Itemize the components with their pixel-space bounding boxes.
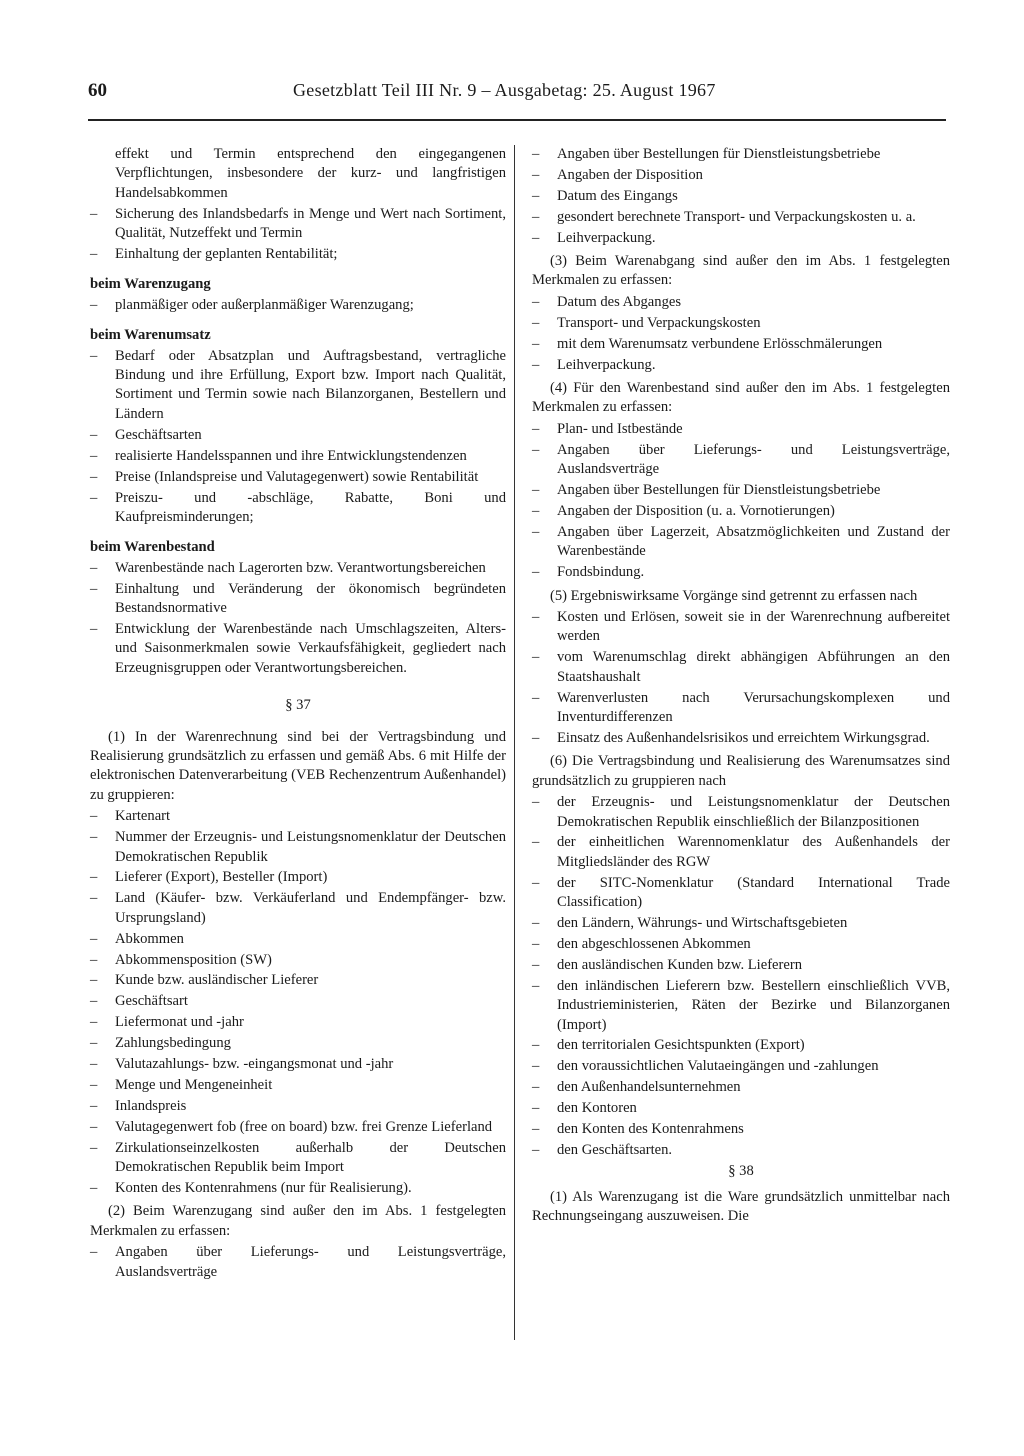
list-37-3 [532, 293, 950, 375]
list-item-text: Einhaltung und Veränderung der ökonomisch begründeten Bestandsnormative [115, 580, 506, 617]
list-item [90, 951, 506, 970]
dash-bullet: – [532, 1121, 540, 1138]
dash-bullet: – [90, 559, 98, 576]
list-item-text: Leihverpackung. [557, 229, 656, 246]
list-item [532, 977, 950, 1035]
list-item [532, 729, 950, 748]
dash-bullet: – [532, 874, 540, 891]
list-item-text: Valutagegenwert fob (free on board) bzw. frei Grenze Lieferland [115, 1118, 493, 1135]
heading-warenzugang: beim Warenzugang [90, 276, 211, 293]
list-item-text: Angaben über Lieferungs- und Leistungsverträge, Auslandsverträge [115, 1244, 506, 1280]
dash-bullet: – [532, 335, 540, 352]
list-item [90, 426, 506, 445]
list-item-text: den Ländern, Währungs- und Wirtschaftsgebieten [557, 915, 848, 932]
dash-bullet: – [532, 523, 540, 540]
list-item-text: realisierte Handelsspannen und ihre Entwicklungstendenzen [115, 447, 467, 464]
list-item-text: Warenverlusten nach Verursachungskomplexen und Inventurdifferenzen [557, 689, 950, 725]
list-37-6 [532, 793, 950, 1160]
dash-bullet: – [532, 794, 540, 811]
list-item [532, 187, 950, 206]
dash-bullet: – [532, 293, 540, 310]
list-item [90, 468, 506, 487]
list-item-text: Angaben der Disposition (u. a. Vornotierungen) [557, 502, 835, 519]
dash-bullet: – [532, 1037, 540, 1054]
list-item [532, 481, 950, 500]
list-item [532, 1057, 950, 1076]
list-item-text: den Geschäftsarten. [557, 1142, 673, 1158]
dash-bullet: – [532, 420, 540, 437]
list-item-text: den voraussichtlichen Valutaeingängen und -zahlungen [557, 1058, 879, 1075]
list-item [90, 620, 506, 678]
list-item-text: mit dem Warenumsatz verbundene Erlösschmälerungen [557, 335, 883, 352]
list-item-text: den Kontoren [557, 1100, 637, 1117]
list-item [90, 1179, 506, 1198]
list-item [90, 992, 506, 1011]
list-item-text: Kosten und Erlösen, soweit sie in der Warenrechnung aufbereitet werden [557, 608, 950, 645]
dash-bullet: – [90, 205, 98, 222]
list-item [90, 347, 506, 425]
list-item-text: Geschäftsarten [115, 426, 202, 443]
dash-bullet: – [532, 502, 540, 519]
list-item [90, 1055, 506, 1074]
list-item-text: Angaben über Lieferungs- und Leistungsverträge, Auslandsverträge [557, 441, 950, 478]
dash-bullet: – [532, 229, 540, 246]
list-item-text: den ausländischen Kunden bzw. Lieferern [557, 956, 803, 973]
list-item-text: den Konten des Kontenrahmens [557, 1121, 744, 1138]
list-item [532, 523, 950, 562]
list-item [532, 229, 950, 248]
paragraph-37-2: (2) Beim Warenzugang sind außer den im Abs. 1 festgelegten Merkmalen zu erfassen: [90, 1203, 506, 1239]
list-item-text: planmäßiger oder außerplanmäßiger Warenzugang; [115, 296, 414, 313]
header-rule [88, 119, 946, 121]
list-item-text: Abkommensposition (SW) [115, 951, 272, 968]
dash-bullet: – [532, 915, 540, 932]
list-item [532, 689, 950, 728]
paragraph-37-4: (4) Für den Warenbestand sind außer den im Abs. 1 festgelegten Merkmalen zu erfassen: [532, 379, 950, 416]
warenzugang-list [90, 296, 506, 315]
list-item-text: der Erzeugnis- und Leistungsnomenklatur der Deutschen Demokratischen Republik einschließlich der Bilanzpositionen [557, 794, 950, 830]
list-item-text: Entwicklung der Warenbestände nach Umschlagszeiten, Alters- und Saisonmerkmalen sowie Verkaufsfähigkeit, gegliedert nach Erzeugnisgruppen oder Verantwortungsbereichen. [115, 620, 506, 676]
dash-bullet: – [532, 1100, 540, 1117]
list-item [532, 502, 950, 521]
dash-bullet: – [532, 441, 540, 458]
list-item [532, 356, 950, 375]
dash-bullet: – [90, 489, 98, 506]
list-item-text: Kartenart [115, 808, 171, 825]
list-item-text: Land (Käufer- bzw. Verkäuferland und Endempfänger- bzw. Ursprungsland) [115, 890, 506, 926]
list-item-text: Preise (Inlandspreise und Valutagegenwert) sowie Rentabilität [115, 468, 479, 485]
list-item [532, 833, 950, 872]
dash-bullet: – [90, 1056, 98, 1073]
dash-bullet: – [90, 890, 98, 907]
dash-bullet: – [532, 935, 540, 952]
dash-bullet: – [532, 314, 540, 331]
dash-bullet: – [90, 993, 98, 1010]
list-item [90, 1097, 506, 1116]
list-item-text: Angaben über Bestellungen für Dienstleistungsbetriebe [557, 482, 881, 498]
list-item-text: Angaben über Bestellungen für Dienstleistungsbetriebe [557, 146, 881, 162]
list-item [532, 874, 950, 913]
list-item [90, 1139, 506, 1178]
dash-bullet: – [532, 1142, 540, 1158]
list-item-text: Zirkulationseinzelkosten außerhalb der Deutschen Demokratischen Republik beim Import [115, 1139, 506, 1176]
dash-bullet: – [90, 426, 98, 443]
list-37-1 [90, 807, 506, 1198]
paragraph-38-1: (1) Als Warenzugang ist die Ware grundsätzlich unmittelbar nach Rechnungseingang auszuweisen. Die [532, 1188, 950, 1225]
list-item [90, 580, 506, 619]
list-37-2 [90, 1243, 506, 1282]
list-item [532, 608, 950, 647]
dash-bullet: – [90, 580, 98, 597]
list-item-text: Datum des Abganges [557, 293, 682, 310]
dash-bullet: – [90, 951, 98, 968]
list-item-text: Leihverpackung. [557, 356, 656, 373]
list-item [90, 868, 506, 887]
list-item-text: Einhaltung der geplanten Rentabilität; [115, 246, 338, 263]
list-item-text: Menge und Mengeneinheit [115, 1076, 273, 1093]
list-item [532, 208, 950, 227]
intro-list [90, 205, 506, 265]
list-item-text: Einsatz des Außenhandelsrisikos und erreichtem Wirkungsgrad. [557, 729, 930, 746]
list-item-text: Angaben der Disposition [557, 166, 703, 183]
list-item-text: Transport- und Verpackungskosten [557, 314, 761, 331]
heading-warenumsatz: beim Warenumsatz [90, 327, 211, 344]
heading-warenbestand: beim Warenbestand [90, 539, 215, 556]
dash-bullet: – [532, 608, 540, 625]
column-divider [514, 145, 515, 1340]
dash-bullet: – [532, 146, 540, 162]
list-item-text: vom Warenumschlag direkt abhängigen Abführungen an den Staatshaushalt [557, 649, 950, 685]
dash-bullet: – [90, 447, 98, 464]
dash-bullet: – [90, 1180, 98, 1196]
dash-bullet: – [90, 1139, 98, 1156]
dash-bullet: – [532, 834, 540, 851]
list-item [90, 559, 506, 578]
list-37-5 [532, 608, 950, 748]
dash-bullet: – [90, 1244, 98, 1261]
list-item-text: den inländischen Lieferern bzw. Bestellern einschließlich VVB, Industrieministerien, Räten der Bezirke und Bilanzorganen (Import) [557, 977, 950, 1033]
dash-bullet: – [90, 869, 98, 886]
list-item-text: Warenbestände nach Lagerorten bzw. Verantwortungsbereichen [115, 559, 486, 576]
list-item-text: Valutazahlungs- bzw. -eingangsmonat und -jahr [115, 1056, 394, 1073]
list-item-text: der SITC-Nomenklatur (Standard International Trade Classification) [557, 874, 950, 911]
list-item [532, 914, 950, 933]
list-item-text: Lieferer (Export), Besteller (Import) [115, 869, 328, 886]
dash-bullet: – [532, 482, 540, 498]
list-item [90, 1243, 506, 1282]
dash-bullet: – [532, 1058, 540, 1075]
dash-bullet: – [532, 956, 540, 973]
list-item [532, 956, 950, 975]
list-item [532, 1120, 950, 1139]
dash-bullet: – [90, 930, 98, 947]
list-item-text: Preiszu- und -abschläge, Rabatte, Boni und Kaufpreisminderungen; [115, 489, 506, 525]
dash-bullet: – [532, 689, 540, 706]
list-item [532, 293, 950, 312]
dash-bullet: – [532, 1079, 540, 1096]
dash-bullet: – [532, 356, 540, 373]
right-column [532, 145, 950, 1229]
gazette-title: Gesetzblatt Teil III Nr. 9 – Ausgabetag: 25. August 1967 [293, 80, 716, 100]
list-item-text: Datum des Eingangs [557, 187, 678, 204]
dash-bullet: – [90, 347, 98, 364]
dash-bullet: – [532, 729, 540, 746]
list-item-text: den abgeschlossenen Abkommen [557, 935, 751, 952]
dash-bullet: – [90, 620, 98, 637]
dash-bullet: – [90, 808, 98, 825]
dash-bullet: – [90, 296, 98, 313]
list-item-text: der einheitlichen Warennomenklatur des Außenhandels der Mitgliedsländer des RGW [557, 834, 950, 870]
list-item [532, 563, 950, 582]
list-item-text: Inlandspreis [115, 1097, 187, 1114]
dash-bullet: – [90, 468, 98, 485]
dash-bullet: – [532, 208, 540, 225]
list-item-text: Bedarf oder Absatzplan und Auftragsbestand, vertragliche Bindung und ihre Erfüllung, Export bzw. Import nach Qualität, Sortiment und Termin sowie nach Bilanzorganen, Bestellern und Ländern [115, 347, 506, 422]
list-item-text: Geschäftsart [115, 993, 188, 1010]
list-item [90, 1118, 506, 1137]
dash-bullet: – [90, 1035, 98, 1052]
list-item-text: den Außenhandelsunternehmen [557, 1079, 741, 1096]
list-item [90, 205, 506, 244]
list-item-text: gesondert berechnete Transport- und Verpackungskosten u. a. [557, 208, 916, 225]
list-item [90, 447, 506, 466]
list-item-text: Liefermonat und -jahr [115, 1014, 244, 1031]
warenbestand-list [90, 559, 506, 678]
list-item [90, 807, 506, 826]
list-item [532, 1078, 950, 1097]
list-item [532, 314, 950, 333]
list-item [532, 648, 950, 687]
continuation-text: effekt und Termin entsprechend den eingegangenen Verpflichtungen, insbesondere der kurz- und langfristigen Handelsabkommen [115, 146, 506, 201]
list-item-text: Angaben über Lagerzeit, Absatzmöglichkeiten und Zustand der Warenbestände [557, 523, 950, 560]
list-item [532, 335, 950, 354]
list-37-4 [532, 420, 950, 583]
paragraph-37-6: (6) Die Vertragsbindung und Realisierung des Warenumsatzes sind grundsätzlich zu gruppieren nach [532, 753, 950, 789]
dash-bullet: – [532, 166, 540, 183]
list-item [532, 441, 950, 480]
list-item-text: Sicherung des Inlandsbedarfs in Menge und Wert nach Sortiment, Qualität, Nutzeffekt und Termin [115, 205, 506, 242]
list-item [90, 296, 506, 315]
list-item [90, 245, 506, 264]
list-item [532, 166, 950, 185]
warenumsatz-list [90, 347, 506, 528]
list-item [532, 1141, 950, 1160]
dash-bullet: – [90, 246, 98, 263]
list-item-text: den territorialen Gesichtspunkten (Export) [557, 1037, 805, 1054]
list-item [90, 828, 506, 867]
list-item-text: Konten des Kontenrahmens (nur für Realisierung). [115, 1180, 412, 1196]
section-38-heading: § 38 [728, 1163, 754, 1180]
page-header [88, 80, 946, 114]
paragraph-37-1: (1) In der Warenrechnung sind bei der Vertragsbindung und Realisierung grundsätzlich zu erfassen und gemäß Abs. 6 mit Hilfe der elektronischen Datenverarbeitung (VEB Rechenzentrum Außenhandel) zu gruppieren: [90, 728, 506, 803]
list-37-2-continued [532, 145, 950, 248]
list-item-text: Nummer der Erzeugnis- und Leistungsnomenklatur der Deutschen Demokratischen Republik [115, 829, 506, 865]
list-item [90, 1013, 506, 1032]
left-column [90, 145, 506, 1284]
list-item [532, 145, 950, 164]
dash-bullet: – [90, 829, 98, 846]
list-item-text: Kunde bzw. ausländischer Lieferer [115, 972, 319, 989]
dash-bullet: – [532, 977, 540, 994]
list-item [532, 1099, 950, 1118]
dash-bullet: – [90, 1118, 98, 1135]
paragraph-37-3: (3) Beim Warenabgang sind außer den im Abs. 1 festgelegten Merkmalen zu erfassen: [532, 253, 950, 289]
dash-bullet: – [532, 649, 540, 666]
list-item [90, 489, 506, 528]
section-37-heading: § 37 [285, 697, 311, 714]
list-item [532, 420, 950, 439]
list-item [532, 793, 950, 832]
list-item [90, 971, 506, 990]
dash-bullet: – [532, 187, 540, 204]
list-item [532, 1036, 950, 1055]
list-item-text: Zahlungsbedingung [115, 1035, 231, 1052]
page-number: 60 [88, 80, 107, 101]
list-item [90, 1034, 506, 1053]
dash-bullet: – [90, 972, 98, 989]
list-item-text: Abkommen [115, 930, 184, 947]
dash-bullet: – [532, 564, 540, 581]
dash-bullet: – [90, 1014, 98, 1031]
dash-bullet: – [90, 1097, 98, 1114]
dash-bullet: – [90, 1076, 98, 1093]
list-item-text: Fondsbindung. [557, 564, 645, 581]
paragraph-37-5: (5) Ergebniswirksame Vorgänge sind getrennt zu erfassen nach [550, 587, 918, 604]
list-item [532, 935, 950, 954]
list-item [90, 930, 506, 949]
list-item [90, 1076, 506, 1095]
list-item-text: Plan- und Istbestände [557, 420, 683, 437]
list-item [90, 889, 506, 928]
